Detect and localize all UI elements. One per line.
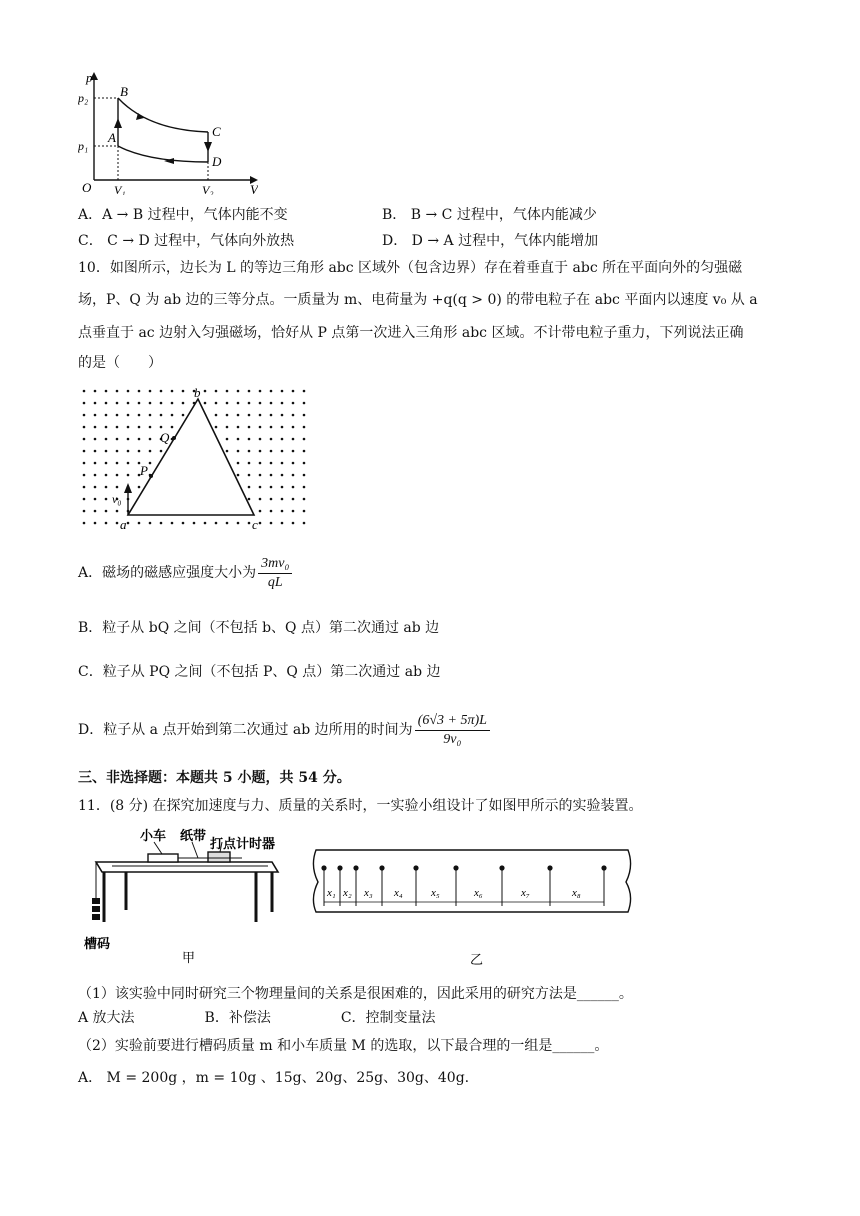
field-dot <box>248 402 251 405</box>
field-dot <box>182 414 185 417</box>
q10-stem-line-2: 场，P、Q 为 ab 边的三等分点。一质量为 m、电荷量为 +q(q > 0) 的带电粒子在 abc 平面内以速度 v₀ 从 a <box>78 292 758 308</box>
field-dot <box>83 486 86 489</box>
field-dot <box>127 522 130 525</box>
tape-dot <box>499 865 504 870</box>
q11-sub-1: （1）该实验中同时研究三个物理量间的关系是很困难的，因此采用的研究方法是______。 <box>78 986 633 1002</box>
field-dot <box>138 522 141 525</box>
field-dot <box>303 450 306 453</box>
field-dot <box>292 462 295 465</box>
field-dot <box>226 390 229 393</box>
field-dot <box>94 390 97 393</box>
field-dot <box>248 474 251 477</box>
field-dot <box>215 402 218 405</box>
field-dot <box>270 522 273 525</box>
field-dot <box>160 450 163 453</box>
field-dot <box>116 486 119 489</box>
fraction-numerator: 3mv₀ <box>258 555 292 574</box>
field-dot <box>270 486 273 489</box>
field-dot <box>138 426 141 429</box>
field-dot <box>94 414 97 417</box>
field-dot <box>259 522 262 525</box>
q10-option-d <box>78 708 492 752</box>
field-dot <box>127 438 130 441</box>
tape-dot <box>353 865 358 870</box>
field-dot <box>94 450 97 453</box>
field-dot <box>138 402 141 405</box>
q11-sub-2-option-a: A． M = 200g ，m = 10g 、15g、20g、25g、30g、40g. <box>78 1070 470 1086</box>
field-dot <box>215 414 218 417</box>
field-dot <box>215 390 218 393</box>
field-dot <box>281 522 284 525</box>
field-dot <box>83 510 86 513</box>
q9-option-a: A．A → B 过程中，气体内能不变 <box>78 207 288 223</box>
interval-label: x₃ <box>364 887 373 899</box>
field-dot <box>303 522 306 525</box>
point-c-label: c <box>252 517 258 532</box>
field-dot <box>149 522 152 525</box>
field-dot <box>204 402 207 405</box>
tape-dot <box>547 865 552 870</box>
p2-label: p₂ <box>78 91 89 105</box>
field-dot <box>215 426 218 429</box>
interval-label: x₂ <box>343 887 352 899</box>
field-dot <box>127 414 130 417</box>
field-dot <box>94 522 97 525</box>
field-dot <box>105 426 108 429</box>
point-q-label: Q <box>160 430 170 445</box>
q10-option-d-fraction <box>415 712 490 749</box>
field-dot <box>303 438 306 441</box>
interval-label: x₅ <box>431 887 440 899</box>
field-dot <box>292 414 295 417</box>
field-dot <box>248 414 251 417</box>
field-dot <box>237 414 240 417</box>
field-dot <box>226 414 229 417</box>
figure-jia-caption: 甲 <box>182 950 196 965</box>
field-dot <box>248 486 251 489</box>
field-dot <box>171 414 174 417</box>
field-dot <box>303 426 306 429</box>
field-dot <box>292 522 295 525</box>
field-dot <box>160 402 163 405</box>
field-dot <box>83 402 86 405</box>
p1-label: p₁ <box>78 139 89 153</box>
field-dot <box>116 402 119 405</box>
field-dot <box>270 390 273 393</box>
field-dot <box>116 390 119 393</box>
field-dot <box>270 438 273 441</box>
field-dot <box>116 474 119 477</box>
field-dot <box>105 462 108 465</box>
v2-label: V₂ <box>202 183 214 195</box>
field-dot <box>303 402 306 405</box>
field-dot <box>83 438 86 441</box>
field-dot <box>292 402 295 405</box>
field-dot <box>83 426 86 429</box>
field-dot <box>237 438 240 441</box>
field-dot <box>292 486 295 489</box>
field-dot <box>259 474 262 477</box>
field-dot <box>270 414 273 417</box>
field-dot <box>248 426 251 429</box>
point-a-label: a <box>120 517 127 532</box>
experiment-apparatus-figure <box>82 828 292 968</box>
field-dot <box>270 450 273 453</box>
field-dot <box>138 414 141 417</box>
field-dot <box>138 486 141 489</box>
point-d-label: D <box>212 154 222 169</box>
tape-label: 纸带 <box>180 828 207 843</box>
field-dot <box>281 402 284 405</box>
field-dot <box>281 474 284 477</box>
q10-option-b: B．粒子从 bQ 之间（不包括 b、Q 点）第二次通过 ab 边 <box>78 620 440 636</box>
q9-option-b: B． B → C 过程中，气体内能减少 <box>382 207 597 223</box>
field-dot <box>237 522 240 525</box>
field-dot <box>259 450 262 453</box>
field-dot <box>292 498 295 501</box>
tape-dot <box>321 865 326 870</box>
field-dot <box>94 498 97 501</box>
field-dot <box>83 390 86 393</box>
field-dot <box>171 522 174 525</box>
field-dot <box>259 402 262 405</box>
field-dot <box>226 522 229 525</box>
field-dot <box>116 438 119 441</box>
field-dot <box>83 474 86 477</box>
field-dot <box>303 498 306 501</box>
field-dot <box>303 474 306 477</box>
fraction-denominator: qL <box>267 574 283 590</box>
field-dot <box>105 498 108 501</box>
field-dot <box>94 462 97 465</box>
v0-label: v₀ <box>112 492 122 506</box>
interval-label: x₈ <box>572 887 581 899</box>
field-dot <box>149 462 152 465</box>
q11-sub-2: （2）实验前要进行槽码质量 m 和小车质量 M 的选取，以下最合理的一组是______。 <box>78 1038 609 1054</box>
point-a-label: A <box>108 130 116 145</box>
field-dot <box>281 450 284 453</box>
field-dot <box>127 474 130 477</box>
field-dot <box>160 522 163 525</box>
field-dot <box>248 390 251 393</box>
field-dot <box>127 426 130 429</box>
field-dot <box>149 450 152 453</box>
field-dot <box>204 390 207 393</box>
field-dot <box>105 414 108 417</box>
field-dot <box>127 402 130 405</box>
tape-dot <box>379 865 384 870</box>
field-dot <box>281 414 284 417</box>
field-dot <box>171 426 174 429</box>
field-dot <box>160 390 163 393</box>
field-dot <box>149 426 152 429</box>
field-dot <box>303 390 306 393</box>
field-dot <box>171 390 174 393</box>
field-dot <box>226 426 229 429</box>
field-dot <box>259 438 262 441</box>
field-dot <box>138 438 141 441</box>
field-dot <box>83 462 86 465</box>
q11-sub-1-options: A 放大法 B．补偿法 C．控制变量法 <box>78 1010 436 1026</box>
field-dot <box>248 462 251 465</box>
field-dot <box>237 474 240 477</box>
q10-option-a <box>78 553 294 593</box>
field-dot <box>237 426 240 429</box>
field-dot <box>116 522 119 525</box>
interval-label: x₆ <box>474 887 483 899</box>
field-dot <box>270 426 273 429</box>
field-dot <box>83 522 86 525</box>
field-dot <box>105 486 108 489</box>
field-dot <box>149 390 152 393</box>
field-dot <box>303 486 306 489</box>
field-dot <box>259 462 262 465</box>
field-dot <box>105 450 108 453</box>
field-dot <box>105 438 108 441</box>
field-dot <box>226 438 229 441</box>
field-dot <box>303 414 306 417</box>
field-dot <box>292 474 295 477</box>
point-p-label: P <box>140 463 148 478</box>
figure-yi-caption: 乙 <box>470 952 484 967</box>
field-dot <box>138 450 141 453</box>
field-dot <box>149 402 152 405</box>
field-dot <box>281 498 284 501</box>
field-dot <box>171 402 174 405</box>
field-dot <box>127 450 130 453</box>
field-dot <box>127 390 130 393</box>
interval-label: x₇ <box>521 887 530 899</box>
field-dot <box>149 414 152 417</box>
field-dot <box>259 486 262 489</box>
point-c-label: C <box>212 124 221 139</box>
field-dot <box>182 390 185 393</box>
tape-dot <box>453 865 458 870</box>
q11-intro: 11．(8 分) 在探究加速度与力、质量的关系时，一实验小组设计了如图甲所示的实验装置。 <box>78 798 643 814</box>
q9-option-c: C． C → D 过程中，气体向外放热 <box>78 233 295 249</box>
field-dot <box>292 450 295 453</box>
field-dot <box>248 522 251 525</box>
q10-option-a-text: A．磁场的磁感应强度大小为 <box>78 565 257 581</box>
field-dot <box>237 402 240 405</box>
field-dot <box>94 474 97 477</box>
field-dot <box>116 462 119 465</box>
field-dot <box>116 414 119 417</box>
p-axis-label: p <box>86 70 93 85</box>
field-dot <box>105 402 108 405</box>
field-dot <box>182 522 185 525</box>
tape-dot <box>413 865 418 870</box>
timer-label: 打点计时器 <box>210 836 276 851</box>
field-dot <box>204 522 207 525</box>
field-dot <box>83 498 86 501</box>
tape-dot <box>601 865 606 870</box>
field-dot <box>149 438 152 441</box>
origin-label: O <box>82 180 92 195</box>
field-dot <box>94 402 97 405</box>
q10-option-c: C．粒子从 PQ 之间（不包括 P、Q 点）第二次通过 ab 边 <box>78 664 441 680</box>
field-dot <box>281 390 284 393</box>
q10-option-a-fraction <box>258 555 292 592</box>
field-dot <box>237 390 240 393</box>
q9-option-d: D． D → A 过程中，气体内能增加 <box>382 233 599 249</box>
field-dot <box>116 510 119 513</box>
pv-graph <box>78 70 258 195</box>
field-dot <box>105 390 108 393</box>
v1-label: V₁ <box>114 183 126 195</box>
field-dot <box>259 426 262 429</box>
field-dot <box>116 426 119 429</box>
field-dot <box>83 414 86 417</box>
field-dot <box>105 522 108 525</box>
field-dot <box>303 462 306 465</box>
field-dot <box>215 522 218 525</box>
field-dot <box>94 426 97 429</box>
field-dot <box>248 438 251 441</box>
field-dot <box>116 450 119 453</box>
field-dot <box>281 486 284 489</box>
field-dot <box>270 402 273 405</box>
field-dot <box>160 426 163 429</box>
field-dot <box>248 450 251 453</box>
field-dot <box>281 510 284 513</box>
field-dot <box>270 498 273 501</box>
point-b-label: b <box>194 385 201 400</box>
field-dot <box>281 426 284 429</box>
field-dot <box>259 510 262 513</box>
v-axis-label: V <box>250 182 258 195</box>
field-dot <box>292 510 295 513</box>
fraction-denominator: 9v₀ <box>443 731 462 747</box>
point-b-label: B <box>120 84 128 99</box>
q10-stem-line-1: 10．如图所示，边长为 L 的等边三角形 abc 区域外（包含边界）存在着垂直于 abc 所在平面向外的匀强磁 <box>78 260 743 276</box>
field-dot <box>94 438 97 441</box>
section-3-heading: 三、非选择题：本题共 5 小题，共 54 分。 <box>78 770 351 786</box>
fraction-numerator: (6√3 + 5π)L <box>415 712 490 731</box>
field-dot <box>303 510 306 513</box>
field-dot <box>270 510 273 513</box>
q10-stem-line-4: 的是（ ） <box>78 355 162 371</box>
interval-label: x₄ <box>394 887 403 899</box>
field-dot <box>281 462 284 465</box>
field-dot <box>237 450 240 453</box>
field-dot <box>292 438 295 441</box>
tape-dot <box>337 865 342 870</box>
field-dot <box>270 474 273 477</box>
cart-label: 小车 <box>140 828 167 843</box>
paper-tape-figure <box>310 836 636 972</box>
field-dot <box>281 438 284 441</box>
field-dot <box>259 390 262 393</box>
interval-label: x₁ <box>327 887 336 899</box>
field-dot <box>259 414 262 417</box>
field-dot <box>83 450 86 453</box>
field-dot <box>138 390 141 393</box>
magnetic-field-triangle-figure <box>80 385 310 535</box>
field-dot <box>292 390 295 393</box>
field-dot <box>105 510 108 513</box>
field-dot <box>237 462 240 465</box>
q10-stem-line-3: 点垂直于 ac 边射入匀强磁场，恰好从 P 点第一次进入三角形 abc 区域。不计带电粒子重力，下列说法正确 <box>78 325 744 341</box>
field-dot <box>259 498 262 501</box>
field-dot <box>182 402 185 405</box>
field-dot <box>292 426 295 429</box>
field-dot <box>127 462 130 465</box>
field-dot <box>105 474 108 477</box>
field-dot <box>193 522 196 525</box>
field-dot <box>160 414 163 417</box>
field-dot <box>270 462 273 465</box>
field-dot <box>226 450 229 453</box>
field-dot <box>94 510 97 513</box>
q10-option-d-text: D．粒子从 a 点开始到第二次通过 ab 边所用的时间为 <box>78 722 413 738</box>
field-dot <box>248 498 251 501</box>
weight-label: 槽码 <box>84 936 111 951</box>
field-dot <box>226 402 229 405</box>
field-dot <box>94 486 97 489</box>
